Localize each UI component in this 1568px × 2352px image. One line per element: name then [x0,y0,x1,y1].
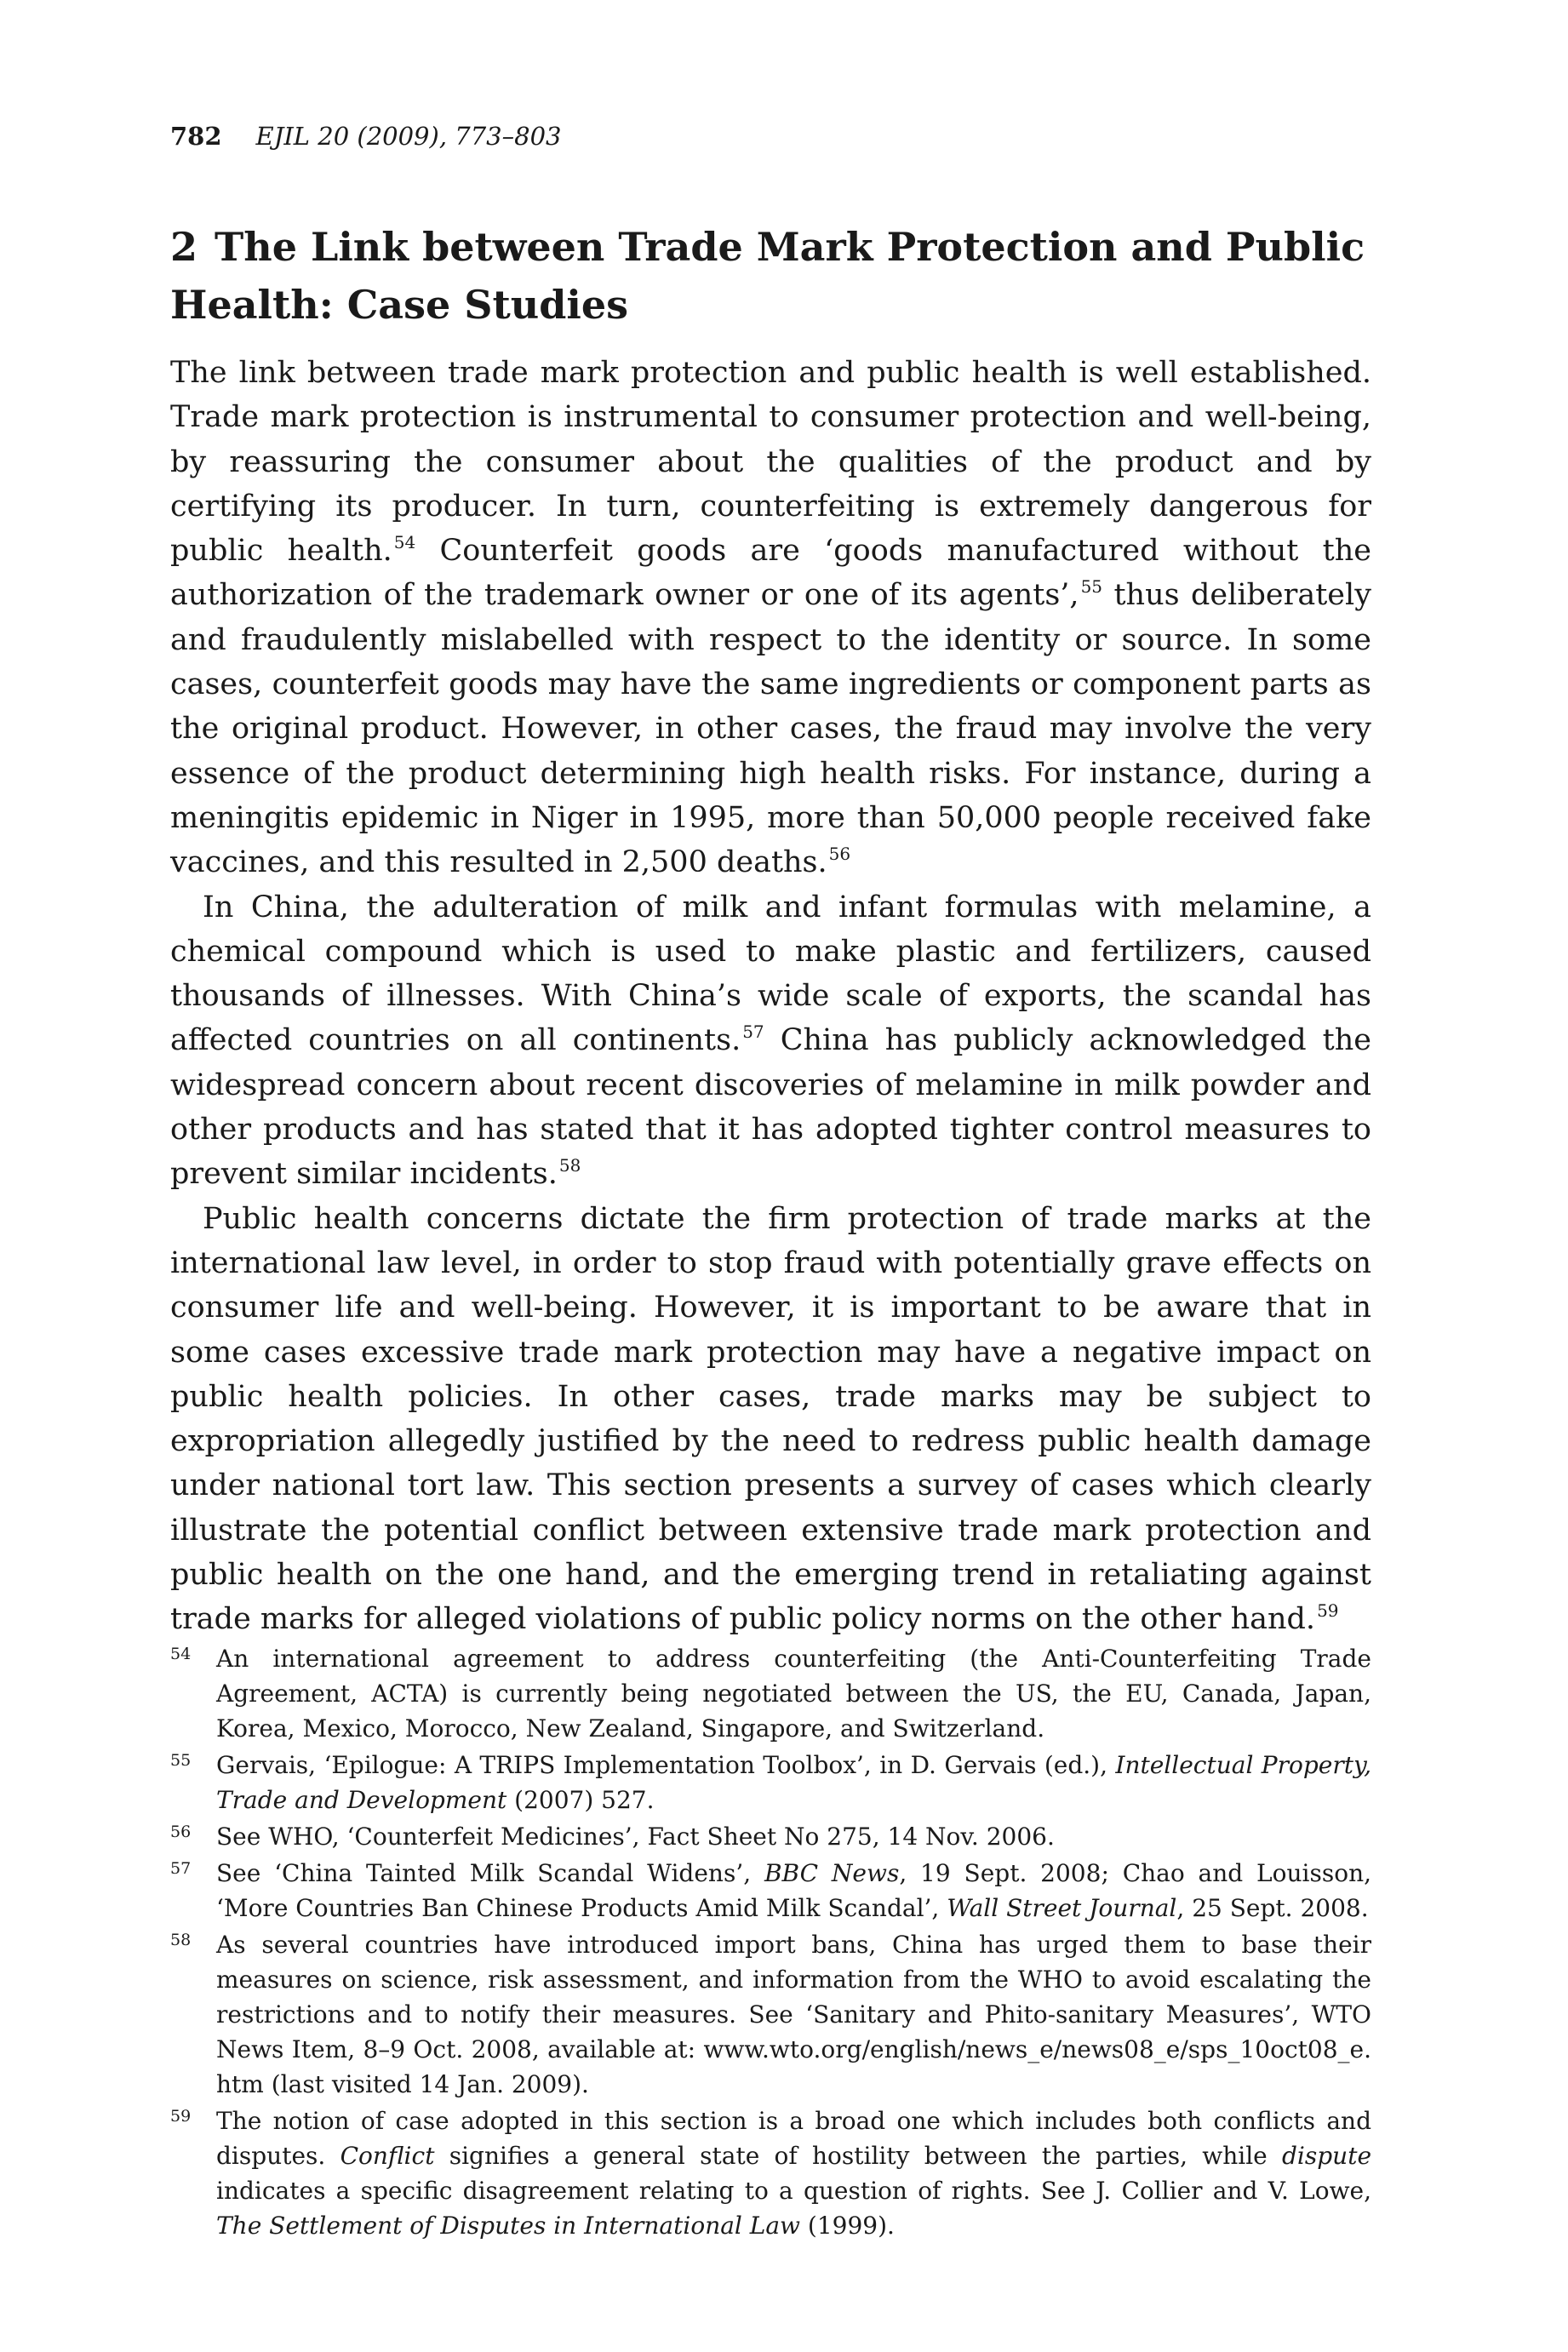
book-title: Intellectual Property, Trade and Development [216,1751,1371,1814]
footnote-segment: indicates a specific disagreement relating to a question of rights. See J. Collier and V. Lowe, [216,2177,1371,2205]
footnote-number: 57 [170,1859,192,1878]
footnote-58 [170,1927,1371,2102]
footnote-segment: The notion of case adopted in this section is a broad one which includes both conflicts and disputes. [216,2107,1371,2170]
wto-url-link[interactable]: www.wto.org/english/news_e/news08_e/sps_10oct08_e.htm [216,2035,1371,2098]
page-number: 782 [170,122,222,151]
footnote-ref-56[interactable]: 56 [828,844,851,865]
footnote-number: 54 [170,1645,192,1663]
footnote-segment: (1999). [800,2212,895,2240]
emphasis-term: dispute [1281,2142,1372,2170]
paragraph-text: China has publicly acknowledged the widespread concern about recent discoveries of melamine in milk powder and other products and has stated that it has adopted tighter control measures to prevent similar incidents. [170,1023,1371,1192]
section-heading [170,218,1379,334]
section-title: The Link between Trade Mark Protection and Public Health: Case Studies [170,224,1365,328]
journal-reference: EJIL 20 (2009), 773–803 [255,122,562,151]
footnote-56 [170,1819,1371,1854]
footnote-segment: See ‘China Tainted Milk Scandal Widens’, [216,1859,764,1887]
footnote-segment: , 25 Sept. 2008. [1176,1894,1369,1922]
footnote-number: 58 [170,1931,192,1949]
footnote-segment: Gervais, ‘Epilogue: A TRIPS Implementation Toolbox’, in D. Gervais (ed.), [216,1751,1116,1779]
footnote-ref-55[interactable]: 55 [1080,576,1103,598]
footnote-segment: (last visited 14 Jan. 2009). [263,2070,589,2098]
footnote-segment: (2007) 527. [506,1786,655,1814]
paragraph-2 [170,885,1371,1197]
paragraph-text: The link between trade mark protection and public health is well established. Trade mark protection is instrumental to consumer protection and well-being, by reassuring the consumer about the qualities of the product and by certifying its producer. In turn, counterfeiting is extremely dangerous for public health. [170,356,1371,569]
paragraph-3 [170,1197,1371,1642]
footnote-ref-58[interactable]: 58 [558,1155,581,1176]
footnote-segment: As several countries have introduced import bans, China has urged them to base their measures on science, risk assessment, and information from the WHO to avoid escalating the restrictions and to notify their measures. See ‘Sanitary and Phito-sanitary Measures’, WTO News Item, 8–9 Oct. 2008, available at: [216,1931,1371,2063]
footnote-ref-57[interactable]: 57 [742,1021,764,1043]
footnote-text [216,1927,1371,2102]
footnote-number: 59 [170,2107,192,2126]
footnote-text: An international agreement to address counterfeiting (the Anti-Counterfeiting Trade Agreement, ACTA) is currently being negotiated between the US, the EU, Canada, Japan, Korea, Mexico, Morocco, New Zealand, Singapore, and Switzerland. [216,1645,1371,1743]
footnote-ref-59[interactable]: 59 [1317,1600,1339,1622]
body-text [170,351,1371,1642]
footnote-text [216,2103,1371,2243]
paragraph-text: thus deliberately and fraudulently mislabelled with respect to the identity or source. In some cases, counterfeit goods may have the same ingredients or component parts as the original product. However, in other cases, the fraud may involve the very essence of the product determining high health risks. For instance, during a meningitis epidemic in Niger in 1995, more than 50,000 people received fake vaccines, and this resulted in 2,500 deaths. [170,578,1371,880]
publication-title: Wall Street Journal [947,1894,1177,1922]
footnote-54 [170,1641,1371,1746]
publication-title: BBC News [764,1859,900,1887]
running-head [170,119,561,153]
footnote-text [216,1856,1371,1926]
footnote-55 [170,1748,1371,1817]
section-number: 2 [170,224,198,270]
paragraph-1 [170,351,1371,885]
paragraph-text: In China, the adulteration of milk and infant formulas with melamine, a chemical compound which is used to make plastic and fertilizers, caused thousands of illnesses. With China’s wide scale of exports, the scandal has affected countries on all continents. [170,890,1371,1058]
footnote-59 [170,2103,1371,2243]
footnote-segment: , 19 Sept. 2008; Chao and Louisson, ‘More Countries Ban Chinese Products Amid Milk Scandal’, [216,1859,1372,1922]
footnotes [170,1641,1371,2245]
footnote-text [216,1748,1371,1817]
footnote-number: 55 [170,1751,192,1770]
footnote-ref-54[interactable]: 54 [393,532,416,553]
footnote-57 [170,1856,1371,1926]
paragraph-text: Public health concerns dictate the firm protection of trade marks at the international law level, in order to stop fraud with potentially grave effects on consumer life and well-being. However, it is important to be aware that in some cases excessive trade mark protection may have a negative impact on public health policies. In other cases, trade marks may be subject to expropriation allegedly justified by the need to redress public health damage under national tort law. This section presents a survey of cases which clearly illustrate the potential conflict between extensive trade mark protection and public health on the one hand, and the emerging trend in retaliating against trade marks for alleged violations of public policy norms on the other hand. [170,1201,1371,1637]
footnote-text: See WHO, ‘Counterfeit Medicines’, Fact Sheet No 275, 14 Nov. 2006. [216,1823,1055,1851]
paragraph-text: Counterfeit goods are ‘goods manufactured without the authorization of the trademark owner or one of its agents’, [170,534,1371,613]
book-title: The Settlement of Disputes in International Law [216,2212,801,2240]
footnote-number: 56 [170,1823,192,1841]
emphasis-term: Conflict [340,2142,435,2170]
footnote-segment: signifies a general state of hostility between the parties, while [434,2142,1282,2170]
